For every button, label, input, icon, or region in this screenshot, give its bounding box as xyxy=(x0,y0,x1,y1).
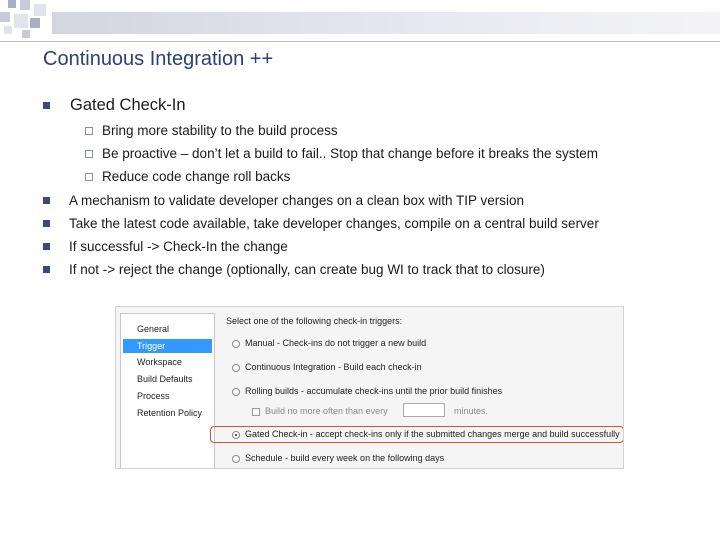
gated-highlight xyxy=(210,426,624,443)
rolling-minutes-input[interactable] xyxy=(403,403,445,417)
schedule-option[interactable]: Schedule - build every week on the following days xyxy=(245,453,445,463)
sub-bullet-marker xyxy=(85,173,93,181)
nav-item-build-defaults[interactable]: Build Defaults xyxy=(137,374,193,384)
bullet-item: Gated Check-In xyxy=(70,96,186,114)
bullet-marker xyxy=(43,220,50,227)
bullet-marker xyxy=(43,102,50,109)
gated-option[interactable]: Gated Check-in - accept check-ins only if the submitted changes merge and build successfully xyxy=(245,429,620,439)
sub-bullet-item: Be proactive – don’t let a build to fail.. Stop that change before it breaks the system xyxy=(102,146,599,161)
rolling-minutes-units: minutes. xyxy=(454,406,489,416)
title-rule xyxy=(0,41,720,42)
sub-bullet-item: Reduce code change roll backs xyxy=(102,169,291,184)
sub-bullet-marker xyxy=(85,127,93,135)
slide-title: Continuous Integration ++ xyxy=(43,48,274,70)
nav-item-process[interactable]: Process xyxy=(137,391,170,401)
bullet-marker xyxy=(43,266,50,273)
sub-bullet-marker xyxy=(85,150,93,158)
bullet-item: Take the latest code available, take developer changes, compile on a central build server xyxy=(69,216,599,231)
manual-radio[interactable] xyxy=(232,340,240,348)
schedule-radio[interactable] xyxy=(232,455,240,463)
bullet-item: If successful -> Check-In the change xyxy=(69,239,288,254)
bullet-marker xyxy=(43,197,50,204)
nav-item-general[interactable]: General xyxy=(137,324,170,334)
rolling-option[interactable]: Rolling builds - accumulate check-ins until the prior build finishes xyxy=(245,386,503,396)
rolling-limit-label: Build no more often than every xyxy=(265,406,388,416)
bullet-marker xyxy=(43,243,50,250)
ci-option[interactable]: Continuous Integration - Build each check-in xyxy=(245,362,422,372)
rolling-radio[interactable] xyxy=(232,388,240,396)
manual-option[interactable]: Manual - Check-ins do not trigger a new build xyxy=(245,338,427,348)
ci-radio[interactable] xyxy=(232,364,240,372)
nav-item-retention-policy[interactable]: Retention Policy xyxy=(137,408,203,418)
nav-item-workspace[interactable]: Workspace xyxy=(137,357,182,367)
nav-item-trigger[interactable]: Trigger xyxy=(123,339,212,353)
bullet-item: A mechanism to validate developer changes on a clean box with TIP version xyxy=(69,193,525,208)
trigger-settings-screenshot xyxy=(115,306,624,469)
top-bar xyxy=(52,12,720,34)
bullet-item: If not -> reject the change (optionally, can create bug WI to track that to closure) xyxy=(69,262,545,277)
rolling-limit-checkbox[interactable] xyxy=(252,408,260,416)
triggers-heading: Select one of the following check-in triggers: xyxy=(226,316,403,326)
sub-bullet-item: Bring more stability to the build process xyxy=(102,123,338,138)
settings-nav xyxy=(120,313,215,469)
